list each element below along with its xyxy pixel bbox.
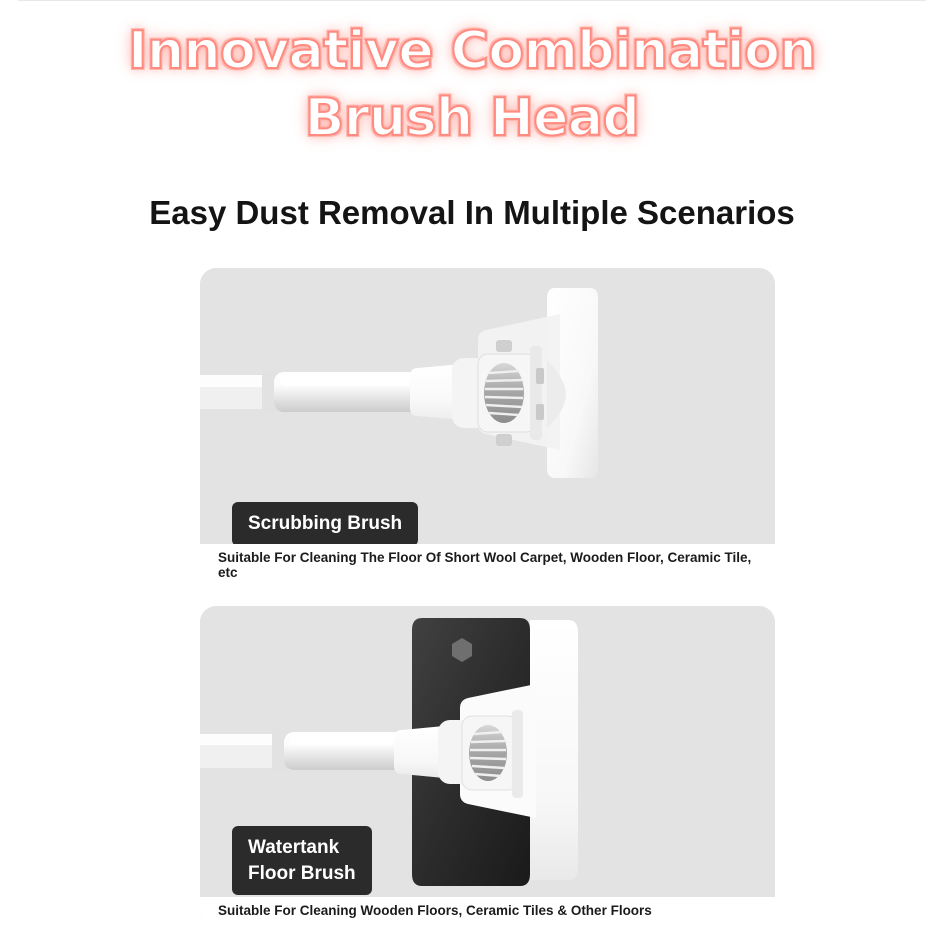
ribbed-connector-2 <box>462 710 523 798</box>
product-panel-watertank-floor-brush <box>200 606 775 926</box>
panel-2-caption-line-2: Floor Brush <box>248 862 356 884</box>
panel-1-caption-tag <box>232 502 418 546</box>
page-subtitle: Easy Dust Removal In Multiple Scenarios <box>149 194 795 231</box>
panel-1-caption-line-1: Scrubbing Brush <box>248 513 403 534</box>
swivel-joint-2 <box>394 720 472 784</box>
vacuum-pole-2 <box>200 730 404 772</box>
headline-line-1: Innovative Combination <box>128 21 816 81</box>
top-divider <box>18 0 926 1</box>
swivel-joint <box>410 358 488 428</box>
page-title <box>0 18 944 151</box>
headline-line-2: Brush Head <box>304 87 640 148</box>
ribbed-connector <box>478 340 544 446</box>
panel-2-caption-tag <box>232 826 372 895</box>
panel-2-caption-line-1: Watertank <box>248 837 340 858</box>
vacuum-pole <box>200 371 424 413</box>
panel-1-note: Suitable For Cleaning The Floor Of Short Wool Carpet, Wooden Floor, Ceramic Tile, etc <box>200 544 775 588</box>
panel-2-note: Suitable For Cleaning Wooden Floors, Ceramic Tiles & Other Floors <box>200 897 775 926</box>
product-panel-scrubbing-brush <box>200 268 775 588</box>
